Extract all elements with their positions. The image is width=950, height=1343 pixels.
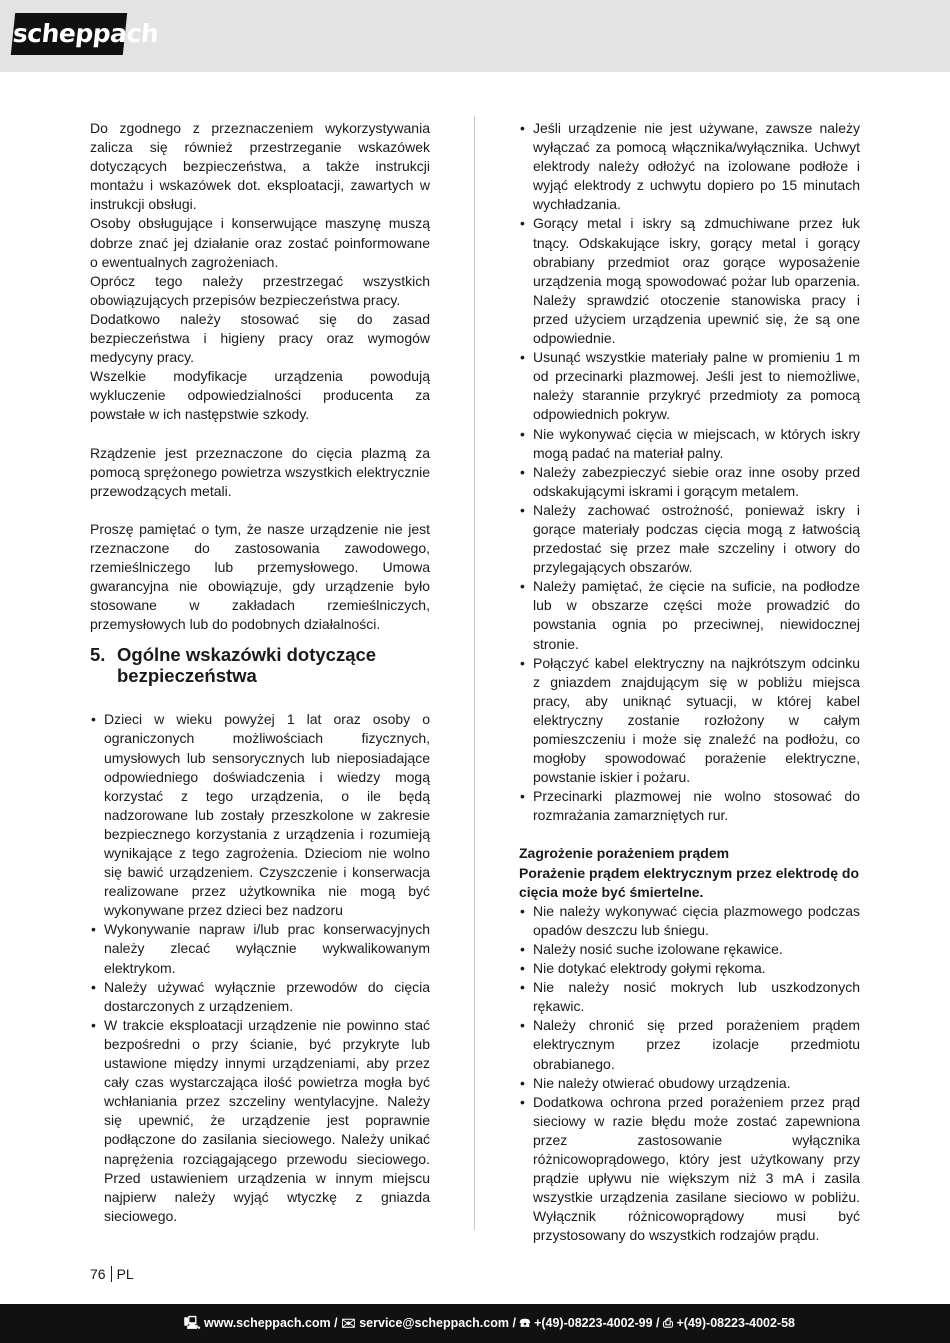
purpose-paragraph: Rządzenie jest przeznaczone do cięcia plazmą za pomocą sprężonego powietrza wszystkich elektrycznie przewodzących metali. <box>90 444 430 499</box>
fire-safety-list <box>519 119 860 825</box>
footer-email[interactable]: service@scheppach.com <box>359 1316 509 1330</box>
shock-heading: Zagrożenie porażeniem prądem <box>519 845 730 862</box>
shock-list <box>519 902 860 1246</box>
list-item: • Usunąć wszystkie materiały palne w promieniu 1 m od przecinarki plazmowej. Jeśli jest to niemożliwe, należy starannie przykryć przedmioty za pomocą odpowiednich pokryw. <box>519 348 860 424</box>
column-divider <box>474 116 475 1230</box>
warranty-paragraph: Proszę pamiętać o tym, że nasze urządzenie nie jest rzeznaczone do zastosowania zawodowego, rzemieślniczego lub przemysłowego. Umowa gwarancyjna nie obowiązuje, gdy urządzenie było stosowane w zakładach rzemieślniczych, przemysłowych lub do podobnych działalności. <box>90 520 430 633</box>
list-item: • Należy używać wyłącznie przewodów do cięcia dostarczonych z urządzeniem. <box>90 978 430 1016</box>
footer-fax: +(49)-08223-4002-58 <box>676 1316 795 1330</box>
list-item: • Nie wykonywać cięcia w miejscach, w których iskry mogą padać na materiał palny. <box>519 425 860 463</box>
page-number-value: 76 <box>90 1266 106 1282</box>
intro-paragraph: Oprócz tego należy przestrzegać wszystkich obowiązujących przepisów bezpieczeństwa pracy. <box>90 272 430 308</box>
intro-paragraph: Wszelkie modyfikacje urządzenia powodują wykluczenie odpowiedzialności producenta za powstałe w ich następstwie szkody. <box>90 368 430 423</box>
section-number: 5. <box>90 644 106 666</box>
right-column <box>519 119 860 1245</box>
safety-list <box>90 710 430 1226</box>
list-item: • Należy zabezpieczyć siebie oraz inne osoby przed odskakującymi iskrami i gorącym metalem. <box>519 463 860 501</box>
list-item: • Należy nosić suche izolowane rękawice. <box>519 940 860 959</box>
computer-icon: 🖳 <box>183 1316 201 1330</box>
page-number <box>90 1266 134 1282</box>
header-bar <box>0 0 950 72</box>
section-heading <box>90 644 430 686</box>
footer-website[interactable]: www.scheppach.com <box>204 1316 331 1330</box>
list-item: • Należy pamiętać, że cięcie na suficie, na podłodze lub w obszarze części może prowadzić do powstania ognia po przeciwnej, niewidocznej stronie. <box>519 577 860 653</box>
fax-icon: ⎙ <box>663 1316 674 1330</box>
list-item: • W trakcie eksploatacji urządzenie nie powinno stać bezpośredni o przy ścianie, być przykryte lub ustawione między innymi urządzeniami, aby przez cały czas wystarczająca ilość powietrza mogła być wchłaniania przez szczeliny wentylacyjne. Należy się upewnić, że urządzenie jest poprawnie podłączone do zasilania sieciowego. Należy unikać naprężenia rozciągającego przewodu sieciowego. Przed ustawieniem urządzenia w innym miejscu najpierw należy wyjąć wtyczkę z gniazda sieciowego. <box>90 1016 430 1226</box>
envelope-icon: ✉ <box>341 1316 356 1330</box>
list-item: • Dodatkowa ochrona przed porażeniem przez prąd sieciowy w razie błędu może zostać zapewniona przez zastosowanie wyłącznika różnicowoprądowego, który jest użytkowany przy prądzie upływu nie większym niż 3 mA i zasila wszystkie urządzenia zasilane sieciowo w pobliżu. Wyłącznik różnicowoprądowy musi być przystosowany do wszystkich rodzajów prądu. <box>519 1093 860 1246</box>
list-item: • Nie należy otwierać obudowy urządzenia. <box>519 1074 860 1093</box>
list-item: • Nie dotykać elektrody gołymi rękoma. <box>519 959 860 978</box>
intro-paragraph: Do zgodnego z przeznaczeniem wykorzystywania zalicza się również przestrzeganie wskazówek dotyczących bezpieczeństwa, a także instrukcji montażu i wskazówek dot. eksploatacji, zawartych w instrukcji obsługi. <box>90 120 430 213</box>
brand-logo: scheppach <box>11 13 127 55</box>
intro-paragraph: Osoby obsługujące i konserwujące maszynę muszą dobrze znać jej działanie oraz zostać poinformowane o ewentualnych zagrożeniach. <box>90 215 430 270</box>
list-item: • Gorący metal i iskry są zdmuchiwane przez łuk tnący. Odskakujące iskry, gorący metal i gorący obrabiany przedmiot oraz gorące wyposażenie urządzenia mogą spowodować pożar lub oparzenia. Należy sprawdzić otoczenie stanowiska pracy i przed użyciem urządzenia upewnić się, że są one odpowiednie. <box>519 214 860 348</box>
list-item: • Przecinarki plazmowej nie wolno stosować do rozmrażania zamarzniętych rur. <box>519 787 860 825</box>
list-item: • Połączyć kabel elektryczny na najkrótszym odcinku z gniazdem znajdującym się w pobliżu miejsca pracy, aby uniknąć sytuacji, w której kabel elektryczny zostanie rozłożony w całym pomieszczeniu i może się znaleźć na podłożu, co mogłoby spowodować porażenie elektryczne, powstanie iskier i pożaru. <box>519 654 860 788</box>
left-column <box>90 119 430 1226</box>
telephone-icon: ☎ <box>519 1316 531 1330</box>
list-item: • Jeśli urządzenie nie jest używane, zawsze należy wyłączać za pomocą włącznika/wyłącznika. Uchwyt elektrody należy odłożyć na izolowane podłoże i wyjąć elektrody z uchwytu dopiero po 15 minutach wychładzania. <box>519 119 860 214</box>
intro-paragraph: Dodatkowo należy stosować się do zasad bezpieczeństwa i higieny pracy oraz wymogów medycyny pracy. <box>90 310 430 366</box>
list-item: • Nie należy nosić mokrych lub uszkodzonych rękawic. <box>519 978 860 1016</box>
page-language: PL <box>116 1266 134 1282</box>
list-item: • Należy chronić się przed porażeniem prądem elektrycznym przez izolacje przedmiotu obrabianego. <box>519 1016 860 1073</box>
footer-bar: 🖳 www.scheppach.com / ✉ service@scheppach.com / ☎ +(49)-08223-4002-99 / ⎙ +(49)-08223-4002-58 <box>0 1304 950 1343</box>
list-item: • Należy zachować ostrożność, ponieważ iskry i gorące materiały podczas cięcia mogą z łatwością przedostać się przez małe szczeliny i otwory do przylegających obszarów. <box>519 501 860 577</box>
shock-subheading: Porażenie prądem elektrycznym przez elektrodę do cięcia może być śmiertelne. <box>519 864 860 900</box>
list-item: • Dzieci w wieku powyżej 1 lat oraz osoby o ograniczonych możliwościach fizycznych, umysłowych lub sensorycznych lub nieposiadające odpowiedniego doświadczenia i wiedzy mogą korzystać z tego urządzenia, o ile będą nadzorowane lub zostały przeszkolone w zakresie bezpiecznego korzystania z urządzenia i rozumieją wynikające z tego zagrożenia. Dzieciom nie wolno się bawić urządzeniem. Czyszczenie i konserwacja realizowane przez użytkownika nie mogą być wykonywane przez dzieci bez nadzoru <box>90 710 430 920</box>
footer-phone: +(49)-08223-4002-99 <box>534 1316 653 1330</box>
list-item: • Nie należy wykonywać cięcia plazmowego podczas opadów deszczu lub śniegu. <box>519 902 860 940</box>
section-title: Ogólne wskazówki dotyczące bezpieczeństwa <box>117 644 377 687</box>
list-item: • Wykonywanie napraw i/lub prac konserwacyjnych należy zlecać wyłącznie wykwalikowanym elektrykom. <box>90 920 430 977</box>
